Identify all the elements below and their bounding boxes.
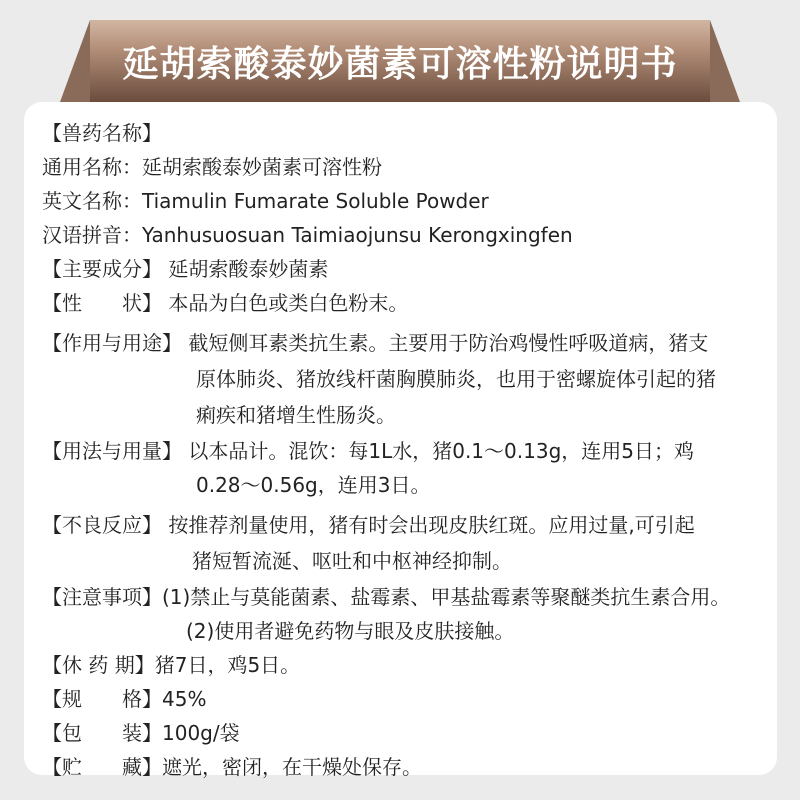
ingredient-value: 延胡索酸泰妙菌素 [168,257,329,281]
pinyin-label: 汉语拼音： [42,223,142,247]
english-name-row [42,186,489,216]
caution-label: 【注意事项】 [42,585,162,609]
ingredient-row [42,254,328,284]
spec-row [42,684,206,714]
instruction-card [24,102,777,779]
package-value: 100g/袋 [162,721,240,745]
usage-line-3: 痢疾和猪增生性肠炎。 [196,403,396,427]
dosage-label: 【用法与用量】 [42,439,182,463]
spec-value: 45% [162,687,207,711]
adverse-label: 【不良反应】 [42,513,162,537]
generic-name-value: 延胡索酸泰妙菌素可溶性粉 [142,155,382,179]
usage-label: 【作用与用途】 [42,331,182,355]
adverse-line-1: 按推荐剂量使用，猪有时会出现皮肤红斑。应用过量,可引起 [168,513,695,537]
withdrawal-value: 猪7日，鸡5日。 [154,653,301,677]
usage-row [42,328,708,358]
withdrawal-row [42,650,300,680]
usage-line-2: 原体肺炎、猪放线杆菌胸膜肺炎，也用于密螺旋体引起的猪 [196,367,716,391]
pinyin-value: Yanhusuosuan Taimiaojunsu Kerongxingfen [142,223,573,247]
caution-row [42,582,730,612]
usage-line-1: 截短侧耳素类抗生素。主要用于防治鸡慢性呼吸道病，猪支 [188,331,709,355]
property-label: 【性 状】 [42,291,162,315]
caution-line-2: (2)使用者避免药物与眼及皮肤接触。 [186,619,515,643]
pinyin-row [42,220,573,250]
adverse-row [42,510,695,540]
english-name-value: Tiamulin Fumarate Soluble Powder [142,189,489,213]
property-row [42,288,408,318]
storage-row [42,752,422,782]
caution-line-1: (1)禁止与莫能菌素、盐霉素、甲基盐霉素等聚醚类抗生素合用。 [162,585,731,609]
ingredient-label: 【主要成分】 [42,257,162,281]
withdrawal-label: 【休 药 期】 [42,653,155,677]
storage-label: 【贮 藏】 [42,755,162,779]
dosage-line-2: 0.28～0.56g，连用3日。 [196,473,431,497]
storage-value: 遮光，密闭，在干燥处保存。 [162,755,422,779]
english-name-label: 英文名称： [42,189,142,213]
package-row [42,718,240,748]
adverse-line-2: 猪短暂流涎、呕吐和中枢神经抑制。 [192,549,512,573]
vet-name-header: 【兽药名称】 [42,121,162,145]
package-label: 【包 装】 [42,721,162,745]
generic-name-label: 通用名称： [42,155,142,179]
page-title: 延胡索酸泰妙菌素可溶性粉说明书 [122,42,678,85]
property-value: 本品为白色或类白色粉末。 [168,291,409,315]
dosage-row [42,436,694,466]
spec-label: 【规 格】 [42,687,162,711]
dosage-line-1: 以本品计。混饮：每1L水，猪0.1～0.13g，连用5日；鸡 [188,439,694,463]
title-banner [90,20,710,102]
generic-name-row [42,152,382,182]
